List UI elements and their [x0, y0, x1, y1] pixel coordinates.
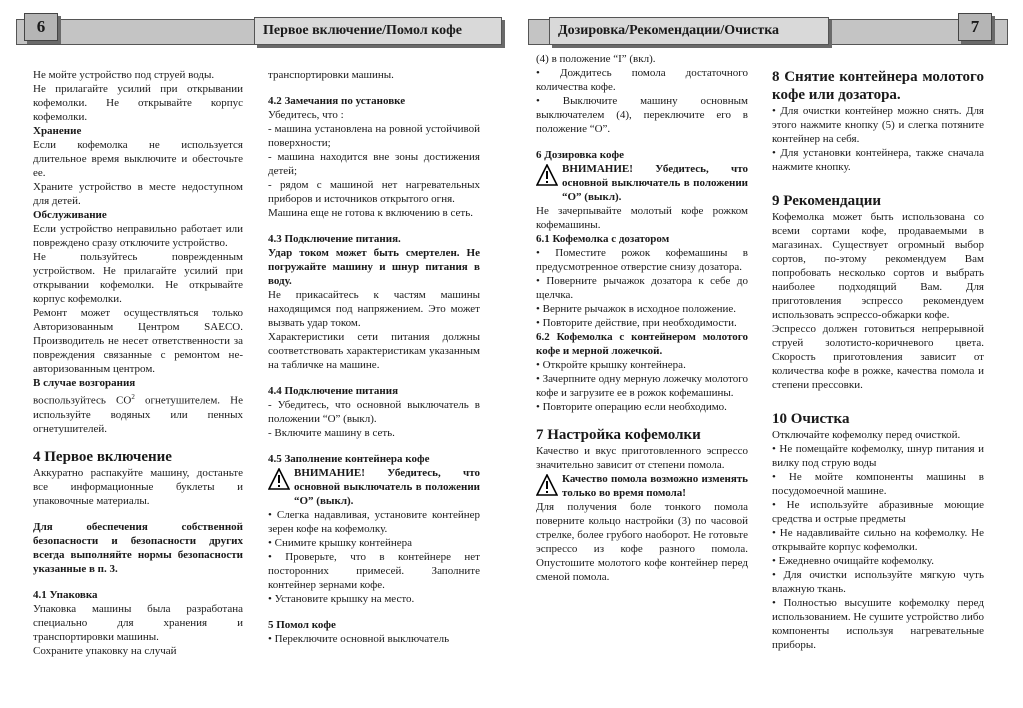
text: огнетушителем. Не используйте водяных или пенных огнетушителей.	[33, 394, 243, 435]
subheading-4-5: 4.5 Заполнение контейнера кофе	[268, 453, 430, 465]
warning-block	[268, 466, 480, 508]
subheading-4-1: 4.1 Упаковка	[33, 588, 98, 601]
subheading-storage: Хранение	[33, 125, 82, 137]
paragraph: транспортировки машины.	[268, 69, 394, 81]
paragraph: • Слегка надавливая, установите контейнер зерен кофе на кофемолку.	[268, 509, 480, 535]
paragraph: • Дождитесь помола достаточного количества кофе.	[536, 67, 748, 93]
section-4-heading: 4 Первое включение	[33, 448, 172, 465]
column-1	[33, 68, 243, 658]
warning-triangle-icon	[536, 164, 558, 186]
paragraph: Не прилагайте усилий при открывании кофемолки. Не открывайте корпус кофемолки.	[33, 83, 243, 123]
paragraph: Качество и вкус приготовленного эспрессо значительно зависит от степени помола.	[536, 445, 748, 471]
paragraph: • Поверните рычажок дозатора к себе до щелчка.	[536, 275, 748, 301]
paragraph: (4) в положение “I” (вкл).	[536, 53, 656, 65]
paragraph: - рядом с машиной нет нагревательных приборов и источников открытого огня.	[268, 179, 480, 205]
paragraph: • Для очистки используйте мягкую чуть влажную ткань.	[772, 569, 984, 595]
paragraph: Если кофемолка не используется длительное время выключите и обесточьте ее.	[33, 139, 243, 179]
warning-text: ВНИМАНИЕ! Убедитесь, что основной выключатель в положении “O” (выкл).	[294, 467, 480, 507]
page-title: Первое включение/Помол кофе	[254, 17, 502, 45]
left-page-header	[16, 13, 494, 48]
subheading-6-1: 6.1 Кофемолка с дозатором	[536, 233, 670, 245]
paragraph: • Выключите машину основным выключателем (4), переключите его в положение “O”.	[536, 95, 748, 135]
paragraph: Не мойте устройство под струей воды.	[33, 69, 215, 81]
paragraph: - машина находится вне зоны достижения детей;	[268, 151, 480, 177]
paragraph: • Установите крышку на место.	[268, 593, 415, 605]
subheading-4-4: 4.4 Подключение питания	[268, 385, 399, 397]
paragraph: • Не надавливайте сильно на кофемолку. Не открывайте корпус кофемолки.	[772, 527, 984, 553]
column-4	[772, 68, 984, 652]
subheading-6-2: 6.2 Кофемолка с контейнером молотого кофе и мерной ложечкой.	[536, 331, 748, 357]
paragraph: Для получения боле тонкого помола поверните кольцо настройки (3) по часовой стрелке, более грубого наоборот. Не готовьте эспрессо из кофе разного помола. Опустошите молотого кофе контейнер перед сменой помола.	[536, 501, 748, 583]
page-number: 6	[24, 13, 58, 41]
column-2	[268, 68, 480, 646]
subheading-6: 6 Дозировка кофе	[536, 149, 624, 161]
warning-triangle-icon	[536, 474, 558, 496]
subheading-5: 5 Помол кофе	[268, 619, 336, 631]
paragraph: Если устройство неправильно работает или повреждено сразу отключите устройство.	[33, 223, 243, 249]
paragraph: Кофемолка может быть использована со всеми сортами кофе, продаваемыми в магазинах. Существует огромный выбор сортов, по-этому рекомендуем Вам попробовать несколько сортов и выбрать наиболее подходящий Вам. Для приготовления эспрессо рекомендуем использовать эспрессо-обжарки кофе.	[772, 211, 984, 321]
paragraph: Аккуратно распакуйте машину, достаньте все информационные буклеты и упаковочные материалы.	[33, 466, 243, 507]
column-3	[536, 52, 748, 584]
paragraph: • Откройте крышку контейнера.	[536, 359, 686, 371]
warning-block	[536, 472, 748, 500]
paragraph: - Включите машину в сеть.	[268, 427, 395, 439]
paragraph: Ремонт может осуществляться только Авторизованным Центром SAECO. Производитель не несет ответственности за повреждения связанные с ремонтом не-авторизованным центром.	[33, 307, 243, 375]
paragraph: • Снимите крышку контейнера	[268, 537, 413, 549]
paragraph: • Верните рычажок в исходное положение.	[536, 303, 737, 315]
warning-triangle-icon	[268, 468, 290, 490]
paragraph: - Убедитесь, что основной выключатель в положении “O” (выкл).	[268, 399, 480, 425]
right-page-header	[528, 13, 1008, 48]
paragraph: Эспрессо должен готовиться непрерывной струей золотисто-коричневого цвета. Скорость приготовления зависит от количества кофе в рожке, качества помола и степени прессовки.	[772, 323, 984, 391]
paragraph: • Не помещайте кофемолку, шнур питания и вилку под струю воды	[772, 443, 984, 469]
paragraph: Храните устройство в месте недоступном для детей.	[33, 181, 243, 207]
paragraph: • Полностью высушите кофемолку перед использованием. Не сушите устройство либо компоненты используя нагревательные приборы.	[772, 597, 984, 651]
safety-note: Для обеспечения собственной безопасности и безопасности других всегда выполняйте нормы безопасности указанные в п. 3.	[33, 520, 243, 575]
subscript-2: 2	[131, 393, 135, 401]
paragraph: • Повторите операцию если необходимо.	[536, 401, 727, 413]
section-9-heading: 9 Рекомендации	[772, 193, 882, 209]
section-7-heading: 7 Настройка кофемолки	[536, 427, 701, 443]
warning-text: Качество помола возможно изменять только во время помола!	[562, 473, 748, 499]
paragraph: • Для установки контейнера, также сначала нажмите кнопку.	[772, 147, 984, 173]
paragraph: - машина установлена на ровной устойчивой поверхности;	[268, 123, 480, 149]
paragraph: • Повторите действие, при необходимости.	[536, 317, 737, 329]
text: воспользуйтесь СО	[33, 394, 132, 407]
paragraph: Не прикасайтесь к частям машины находящимся под напряжением. Это может вызвать удар током.	[268, 289, 480, 329]
paragraph: • Переключите основной выключатель	[268, 633, 450, 645]
paragraph: Убедитесь, что :	[268, 109, 344, 121]
paragraph: • Поместите рожок кофемашины в предусмотренное отверстие снизу дозатора.	[536, 247, 748, 273]
warning-text: Удар током может быть смертелен. Не погружайте машину и шнур питания в воду.	[268, 247, 480, 287]
paragraph: Не зачерпывайте молотый кофе рожком кофемашины.	[536, 205, 748, 231]
subheading-service: Обслуживание	[33, 209, 107, 221]
paragraph: Сохраните упаковку на случай	[33, 644, 177, 657]
paragraph: • Не мойте компоненты машины в посудомоечной машине.	[772, 471, 984, 497]
paragraph	[33, 390, 243, 436]
paragraph: • Зачерпните одну мерную ложечку молотого кофе и загрузите ее в рожок кофемашины.	[536, 373, 748, 399]
paragraph: • Не используйте абразивные моющие средства и острые предметы	[772, 499, 984, 525]
paragraph: • Ежедневно очищайте кофемолку.	[772, 555, 934, 567]
section-8-heading: 8 Снятие контейнера молотого кофе или дозатора.	[772, 69, 984, 103]
warning-text: ВНИМАНИЕ! Убедитесь, что основной выключатель в положении “O” (выкл).	[562, 163, 748, 203]
subheading-4-2: 4.2 Замечания по установке	[268, 95, 406, 107]
paragraph: Характеристики сети питания должны соответствовать характеристикам указанным на табличке на машине.	[268, 331, 480, 371]
page-number: 7	[958, 13, 992, 41]
paragraph: • Для очистки контейнер можно снять. Для этого нажмите кнопку (5) и слегка потяните контейнер на себя.	[772, 105, 984, 145]
paragraph: Машина еще не готова к включению в сеть.	[268, 207, 473, 219]
subheading-4-3: 4.3 Подключение питания.	[268, 233, 401, 245]
subheading-fire: В случае возгорания	[33, 377, 136, 389]
warning-block	[536, 162, 748, 204]
paragraph: Отключайте кофемолку перед очисткой.	[772, 429, 961, 441]
paragraph: Не пользуйтесь поврежденным устройством. Не прилагайте усилий при открывании кофемолки. Не открывайте корпус кофемолки.	[33, 251, 243, 305]
paragraph: Упаковка машины была разработана специально для хранения и транспортировки машины.	[33, 602, 243, 643]
paragraph: • Проверьте, что в контейнере нет посторонних примесей. Заполните контейнер зернами кофе.	[268, 551, 480, 591]
section-10-heading: 10 Очистка	[772, 411, 850, 427]
page-title: Дозировка/Рекомендации/Очистка	[549, 17, 829, 45]
